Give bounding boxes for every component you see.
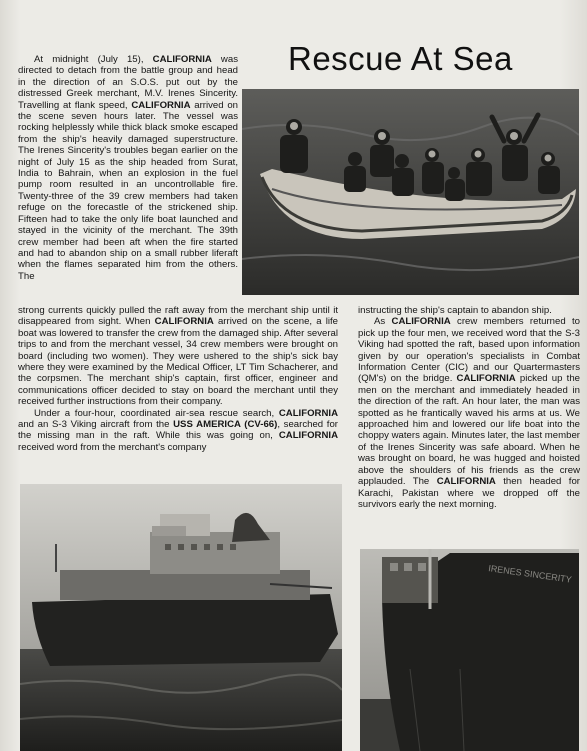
burning-merchant-ship-photo	[20, 484, 342, 751]
ship-name-emphasis: CALIFORNIA	[391, 316, 451, 328]
article-paragraph: strong currents quickly pulled the raft away from the merchant ship until it disappeared from sight. When CALIFORNIA arrived on the scene, a life boat was lowered to transfer the crew from the damaged ship. After several trips to and from the merchant vessel, 34 crew members were brought on board (including two women). They were ushered to the ship's sick bay where they were examined by the Medical Officer, LT Tim Schacherer, and the corpsmen. The merchant ship's captain, first officer, engineer and communications officer decided to stay on board the merchant until they received further instructions from their company.	[18, 305, 338, 408]
ship-name-emphasis: CALIFORNIA	[154, 316, 214, 328]
ship-name-emphasis: CALIFORNIA	[278, 407, 338, 419]
ship-name-emphasis: CALIFORNIA	[456, 373, 516, 385]
article-column-2	[358, 305, 580, 510]
article-paragraph: instructing the ship's captain to abandon ship.	[358, 305, 552, 316]
page-title: Rescue At Sea	[288, 40, 513, 77]
ship-name-emphasis: CALIFORNIA	[436, 476, 496, 488]
ship-name-emphasis: CALIFORNIA	[278, 430, 338, 442]
article-paragraph: At midnight (July 15), CALIFORNIA was directed to detach from the battle group and head in the direction of an S.O.S. put out by the distressed Greek merchant, M.V. Irenes Sincerity. Travelling at flank speed, CALIFORNIA arrived on the scene seven hours later. The vessel was rocking helplessly while thick black smoke escaped from the ship's heavily damaged superstructure. The Irenes Sincerity's troubles began earlier on the night of July 15 as the ship headed from Surat, India to Bahrain, when an explosion in the fuel pump room resulted in an uncontrollable fire. Twenty-three of the 39 crew members had taken refuge on the forecastle of the strickened ship. Fifteen had to take the only life boat launched and stayed in the vicinity of the merchant. The 39th crew member had been aft when the fire started and had to abandon ship on a small rubber liferaft when the flames separated him from the others. The	[18, 54, 239, 282]
hull-lettering: IRENES SINCERITY	[487, 563, 573, 585]
ship-name-emphasis: CALIFORNIA	[131, 99, 191, 111]
ship-name-emphasis: USS AMERICA (CV-66)	[173, 419, 278, 431]
article-full-width-text	[18, 305, 338, 453]
lifeboat-crew-photo	[242, 89, 579, 295]
ship-name-emphasis: CALIFORNIA	[152, 54, 212, 65]
article-column-1	[18, 54, 238, 282]
article-paragraph: As CALIFORNIA crew members returned to pick up the four men, we received word that the S-3 Viking had spotted the raft, based upon information given by our operation's specialists in Combat Information Center (CIC) and our Quartermasters (QM's) on the bridge. CALIFORNIA picked up the men on the merchant and immediately headed in the direction of the raft. An hour later, the man was spotted as he frantically waved his arms at us. We approached him and lowered our life boat into the choppy waters again. Minutes later, the last member of the Irenes Sincerity was safe aboard. When he was brought on board, he was hugged and hoisted above the shoulders of his friends as the crew applauded. The CALIFORNIA then headed for Karachi, Pakistan where we dropped off the survivors early the next morning.	[358, 316, 580, 510]
merchant-hull-photo	[360, 549, 579, 751]
article-paragraph: Under a four-hour, coordinated air-sea rescue search, CALIFORNIA and an S-3 Viking aircraft from the USS AMERICA (CV-66), searched for the missing man in the raft. While this was going on, CALIFORNIA received word from the merchant's company	[18, 407, 338, 453]
